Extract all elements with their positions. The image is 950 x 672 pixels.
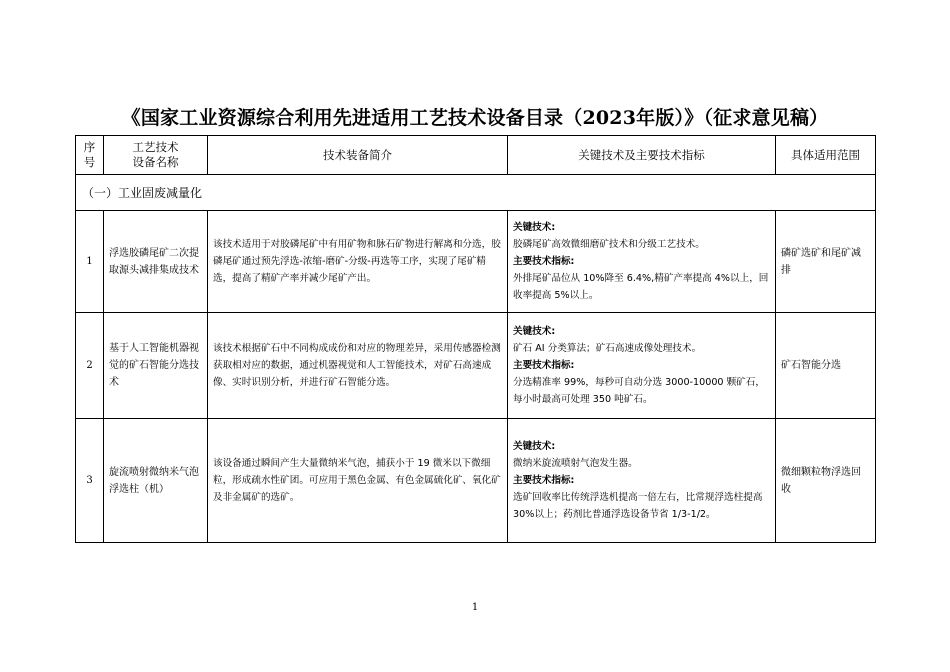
row-scope: 磷矿选矿和尾矿减排 xyxy=(776,211,876,313)
section-row xyxy=(76,175,876,211)
header-intro: 技术装备简介 xyxy=(208,136,508,175)
page-number: 1 xyxy=(471,602,479,613)
row-number: 3 xyxy=(76,419,104,543)
row-key-tech xyxy=(508,313,776,419)
key-tech-label: 关键技术: xyxy=(513,222,556,233)
key-tech-label: 关键技术: xyxy=(513,441,556,452)
table-header-row xyxy=(76,136,876,175)
row-number: 1 xyxy=(76,211,104,313)
header-serial-line1: 序 xyxy=(83,140,96,154)
table-row xyxy=(76,419,876,543)
table-row xyxy=(76,211,876,313)
key-tech-value: 矿石 AI 分类算法；矿石高速成像处理技术。 xyxy=(513,343,702,354)
table-row xyxy=(76,313,876,419)
row-intro: 该技术适用于对胶磷尾矿中有用矿物和脉石矿物进行解离和分选，胶磷尾矿通过预先浮选-浓缩-磨矿-分级-再选等工序，实现了尾矿精选，提高了精矿产率并减少尾矿产出。 xyxy=(208,211,508,313)
row-intro: 该技术根据矿石中不同构成成份和对应的物理差异，采用传感器检测获取相对应的数据，通过机器视觉和人工智能技术，对矿石高速成像、实时识别分析，并进行矿石智能分选。 xyxy=(208,313,508,419)
section-heading: （一）工业固废减量化 xyxy=(76,175,876,211)
header-name xyxy=(104,136,208,175)
index-value: 选矿回收率比传统浮选机提高一倍左右，比常规浮选柱提高 30%以上；药剂比普通浮选设备节省 1/3-1/2。 xyxy=(513,492,763,520)
row-name: 基于人工智能机器视觉的矿石智能分选技术 xyxy=(104,313,208,419)
header-name-line2: 设备名称 xyxy=(132,155,179,169)
index-label: 主要技术指标: xyxy=(513,256,575,267)
row-key-tech xyxy=(508,211,776,313)
header-serial-line2: 号 xyxy=(83,155,96,169)
header-name-line1: 工艺技术 xyxy=(132,140,179,154)
row-number: 2 xyxy=(76,313,104,419)
index-label: 主要技术指标: xyxy=(513,360,575,371)
header-serial xyxy=(76,136,104,175)
key-tech-value: 胶磷尾矿高效微细磨矿技术和分级工艺技术。 xyxy=(513,239,705,250)
key-tech-label: 关键技术: xyxy=(513,326,556,337)
row-scope: 微细颗粒物浮选回收 xyxy=(776,419,876,543)
index-value: 外排尾矿品位从 10%降至 6.4%,精矿产率提高 4%以上，回收率提高 5%以上。 xyxy=(513,273,769,301)
header-scope: 具体适用范围 xyxy=(776,136,876,175)
document-title: 《国家工业资源综合利用先进适用工艺技术设备目录（2023年版）》（征求意见稿） xyxy=(121,107,829,129)
key-tech-value: 微纳米旋流喷射气泡发生器。 xyxy=(513,458,638,469)
row-intro: 该设备通过瞬间产生大量微纳米气泡，捕获小于 19 微米以下微细粒，形成疏水性矿团。可应用于黑色金属、有色金属硫化矿、氧化矿及非金属矿的选矿。 xyxy=(208,419,508,543)
row-name: 浮选胶磷尾矿二次提取源头减排集成技术 xyxy=(104,211,208,313)
row-key-tech xyxy=(508,419,776,543)
row-scope: 矿石智能分选 xyxy=(776,313,876,419)
index-label: 主要技术指标: xyxy=(513,475,575,486)
index-value: 分选精准率 99%，每秒可自动分选 3000-10000 颗矿石，每小时最高可处理 350 吨矿石。 xyxy=(513,377,765,405)
header-key-tech: 关键技术及主要技术指标 xyxy=(508,136,776,175)
row-name: 旋流喷射微纳米气泡浮选柱（机） xyxy=(104,419,208,543)
catalog-table xyxy=(75,135,876,543)
